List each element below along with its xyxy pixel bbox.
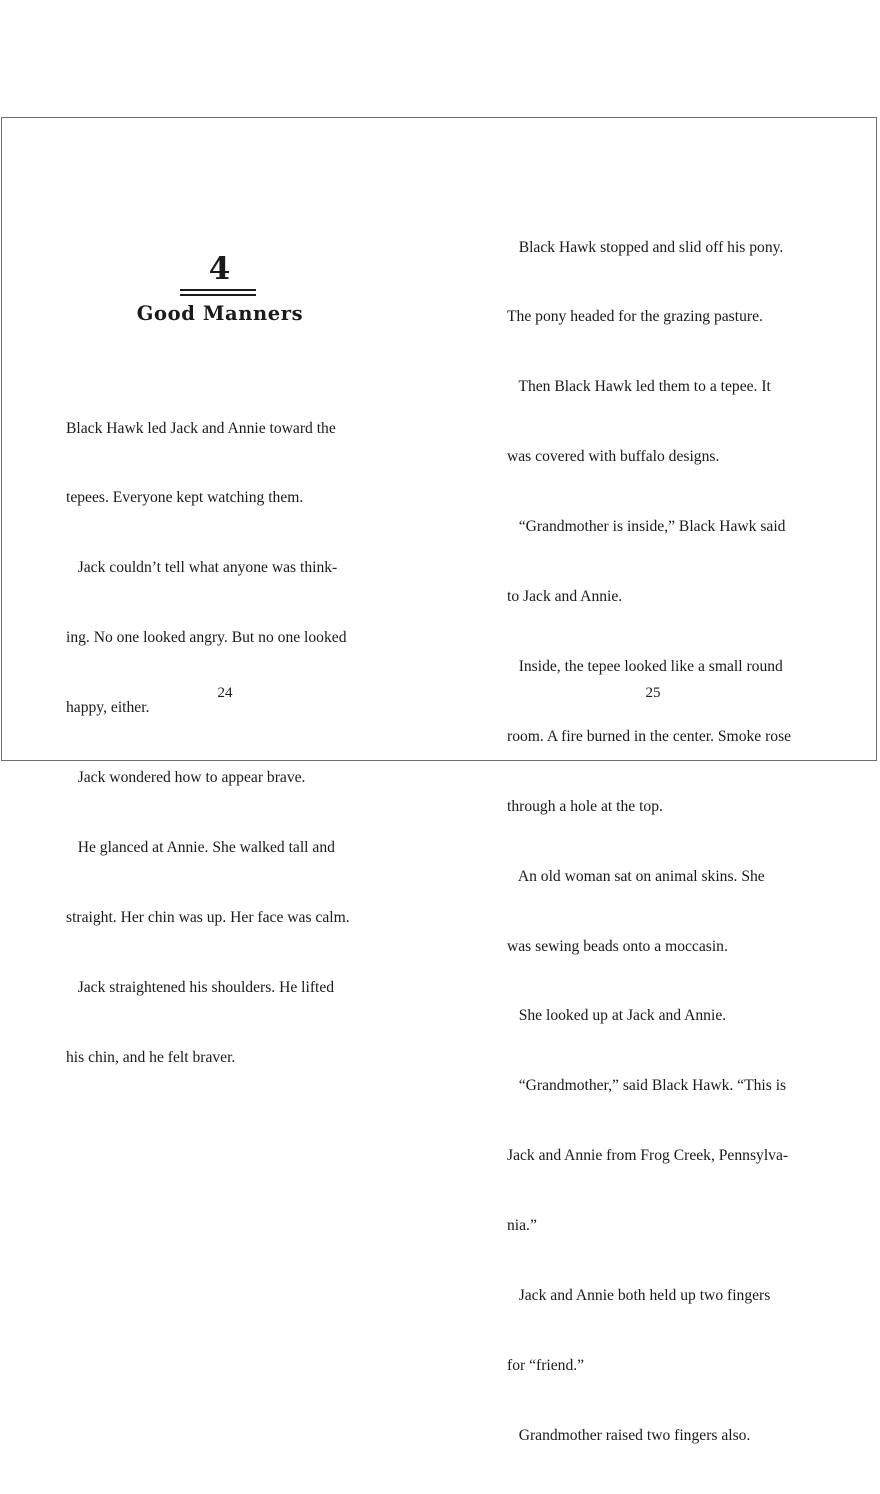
text-line: through a hole at the top. <box>507 797 663 815</box>
text-line: Black Hawk led Jack and Annie toward the <box>66 419 336 437</box>
text-line: An old woman sat on animal skins. She <box>507 867 765 885</box>
left-page <box>2 118 440 1066</box>
right-page <box>440 118 878 1444</box>
text-line: his chin, and he felt braver. <box>66 1048 236 1066</box>
text-line: She looked up at Jack and Annie. <box>507 1007 727 1025</box>
text-line: to Jack and Annie. <box>507 588 623 606</box>
text-line: was covered with buffalo designs. <box>507 448 720 466</box>
right-page-text <box>507 189 791 1494</box>
text-line: Inside, the tepee looked like a small round <box>507 657 783 675</box>
book-spread <box>1 117 877 1444</box>
text-line: for “friend.” <box>507 1356 585 1374</box>
text-line: happy, either. <box>66 699 150 717</box>
page-number-left: 24 <box>217 685 233 701</box>
text-line: Jack and Annie from Frog Creek, Pennsylva- <box>507 1147 789 1165</box>
text-line: room. A fire burned in the center. Smoke rose <box>507 727 792 745</box>
text-line: “Grandmother,” said Black Hawk. “This is <box>507 1077 787 1095</box>
chapter-number: 4 <box>208 251 232 287</box>
chapter-title: Good Manners <box>136 302 304 325</box>
text-line: ing. No one looked angry. But no one looked <box>66 629 347 647</box>
text-line: nia.” <box>507 1217 537 1235</box>
text-line: Black Hawk stopped and slid off his pony. <box>507 238 784 256</box>
text-line: Jack straightened his shoulders. He lifted <box>66 978 335 996</box>
text-line: Jack couldn’t tell what anyone was think- <box>66 559 338 577</box>
text-line: tepees. Everyone kept watching them. <box>66 489 304 507</box>
text-line: Jack and Annie both held up two fingers <box>507 1286 771 1304</box>
page-number-right: 25 <box>645 685 661 701</box>
text-line: “Grandmother is inside,” Black Hawk said <box>507 518 786 536</box>
text-line: Jack wondered how to appear brave. <box>66 769 306 787</box>
text-line: The pony headed for the grazing pasture. <box>507 308 763 326</box>
text-line: Then Black Hawk led them to a tepee. It <box>507 378 771 396</box>
text-line: He glanced at Annie. She walked tall and <box>66 838 335 856</box>
text-line: was sewing beads onto a moccasin. <box>507 937 728 955</box>
text-line: straight. Her chin was up. Her face was calm. <box>66 908 350 926</box>
chapter-divider <box>180 289 256 296</box>
text-line: Grandmother raised two fingers also. <box>507 1426 751 1444</box>
left-page-text <box>66 370 350 1116</box>
